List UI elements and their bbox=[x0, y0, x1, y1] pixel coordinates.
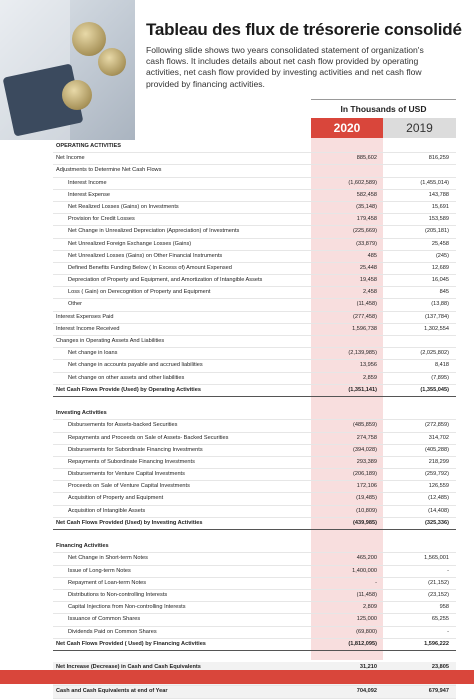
value-2020: (225,669) bbox=[353, 228, 377, 235]
table-row bbox=[53, 226, 456, 238]
value-2019: (12,485) bbox=[428, 495, 449, 502]
row-label: Investing Activities bbox=[56, 410, 107, 417]
value-2019: 15,691 bbox=[431, 203, 449, 210]
table-row bbox=[53, 214, 456, 226]
value-2019: 679,947 bbox=[428, 688, 449, 695]
value-2020: 179,458 bbox=[356, 216, 377, 223]
table-row bbox=[53, 263, 456, 275]
row-label: Net Realized Losses (Gains) on Investments bbox=[68, 203, 179, 210]
table-row bbox=[53, 165, 456, 177]
value-2020: - bbox=[375, 579, 377, 586]
page-title: Tableau des flux de trésorerie consolidé bbox=[146, 20, 462, 39]
value-2020: 125,000 bbox=[356, 616, 377, 623]
row-label: Interest Expenses Paid bbox=[56, 313, 114, 320]
row-label: Net Income bbox=[56, 155, 85, 162]
value-2019: 23,805 bbox=[431, 664, 449, 671]
row-label: Loss ( Gain) on Derecognition of Property and Equipment bbox=[68, 289, 211, 296]
value-2019: 65,255 bbox=[431, 616, 449, 623]
value-2020: (277,458) bbox=[353, 313, 377, 320]
table-row bbox=[53, 312, 456, 324]
value-2019: (14,408) bbox=[428, 507, 449, 514]
value-2019: 8,418 bbox=[435, 362, 449, 369]
table-row bbox=[53, 324, 456, 336]
value-2019: 126,559 bbox=[428, 483, 449, 490]
value-2019: - bbox=[447, 567, 449, 574]
value-2020: 19,458 bbox=[359, 277, 377, 284]
coin-stack-image bbox=[98, 48, 126, 76]
table-row bbox=[53, 469, 456, 481]
value-2019: 1,565,001 bbox=[424, 555, 449, 562]
value-2020: (206,189) bbox=[353, 471, 377, 478]
row-label: Net change in loans bbox=[68, 350, 118, 357]
row-label: Repayments and Proceeds on Sale of Assets- Backed Securities bbox=[68, 434, 229, 441]
row-label: Proceeds on Sale of Venture Capital Investments bbox=[68, 483, 190, 490]
row-label: Net Change in Short-term Notes bbox=[68, 555, 148, 562]
value-2020: 293,389 bbox=[356, 458, 377, 465]
value-2020: 2,809 bbox=[363, 604, 377, 611]
table-row bbox=[53, 518, 456, 530]
value-2020: 704,092 bbox=[356, 688, 377, 695]
table-row bbox=[53, 190, 456, 202]
value-2020: (1,602,589) bbox=[348, 179, 377, 186]
footer-bar bbox=[0, 670, 474, 684]
row-label: Repayments of Subordinate Financing Investments bbox=[68, 458, 195, 465]
coin-stack-image bbox=[62, 80, 92, 110]
table-row bbox=[53, 445, 456, 457]
value-2020: 172,106 bbox=[356, 483, 377, 490]
value-2019: (7,895) bbox=[431, 374, 449, 381]
value-2019: (245) bbox=[435, 252, 449, 259]
table-row bbox=[53, 590, 456, 602]
row-label: Capital Injections from Non-controlling Interests bbox=[68, 604, 186, 611]
cash-flow-table bbox=[53, 141, 456, 699]
value-2020: 2,458 bbox=[363, 289, 377, 296]
coin-stack-image bbox=[72, 22, 106, 56]
value-2019: (13,88) bbox=[431, 301, 449, 308]
table-row bbox=[53, 141, 456, 153]
table-row bbox=[53, 627, 456, 639]
value-2020: 582,458 bbox=[356, 191, 377, 198]
row-label: Net change in accounts payable and accrued liabilities bbox=[68, 362, 203, 369]
page-description: Following slide shows two years consolidated statement of organization's cash flows. It includes details about net cash flow provided by operating activities, net cash flow provided by investing activities and net cash flow provided by financing activities. bbox=[146, 45, 424, 89]
table-row bbox=[53, 239, 456, 251]
value-2020: (11,458) bbox=[356, 591, 377, 598]
row-label: Acquisition of Property and Equipment bbox=[68, 495, 164, 502]
table-row bbox=[53, 336, 456, 348]
row-label: Provision for Credit Losses bbox=[68, 216, 135, 223]
value-2020: (1,812,095) bbox=[348, 640, 377, 647]
row-label: Interest Expense bbox=[68, 191, 110, 198]
unit-header: In Thousands of USD bbox=[311, 99, 456, 119]
value-2019: 25,458 bbox=[431, 240, 449, 247]
table-row bbox=[53, 457, 456, 469]
row-label: Disbursements for Subordinate Financing Investments bbox=[68, 446, 203, 453]
row-label: Net Cash Flows Provide (Used) by Operating Activities bbox=[56, 386, 201, 393]
value-2019: 16,045 bbox=[431, 277, 449, 284]
value-2019: (205,181) bbox=[425, 228, 449, 235]
table-row bbox=[53, 651, 456, 662]
value-2019: (23,152) bbox=[428, 591, 449, 598]
table-row bbox=[53, 360, 456, 372]
value-2020: (439,985) bbox=[353, 519, 377, 526]
row-label: Repayment of Loan-term Notes bbox=[68, 579, 147, 586]
value-2019: (21,152) bbox=[428, 579, 449, 586]
table-row bbox=[53, 433, 456, 445]
value-2020: (2,139,985) bbox=[348, 350, 377, 357]
table-row bbox=[53, 578, 456, 590]
value-2019: 1,596,222 bbox=[424, 640, 449, 647]
value-2020: 1,596,738 bbox=[352, 325, 377, 332]
row-label: Net Cash Flows Provided ( Used) by Financing Activities bbox=[56, 640, 206, 647]
row-label: Depreciation of Property and Equipment, and Amortization of Intangible Assets bbox=[68, 277, 263, 284]
row-label: Dividends Paid on Common Shares bbox=[68, 628, 157, 635]
row-label: Distributions to Non-controlling Interests bbox=[68, 591, 168, 598]
row-label: Cash and Cash Equivalents at end of Year bbox=[56, 688, 168, 695]
table-row bbox=[53, 420, 456, 432]
row-label: Disbursements for Assets-backed Securities bbox=[68, 422, 178, 429]
table-row bbox=[53, 153, 456, 165]
table-row bbox=[53, 275, 456, 287]
row-label: Net change on other assets and other liabilities bbox=[68, 374, 185, 381]
row-label: Issue of Long-term Notes bbox=[68, 567, 131, 574]
value-2019: - bbox=[447, 628, 449, 635]
table-row bbox=[53, 602, 456, 614]
value-2020: (394,028) bbox=[353, 446, 377, 453]
row-label: Interest Income bbox=[68, 179, 107, 186]
table-row bbox=[53, 251, 456, 263]
table-row bbox=[53, 373, 456, 385]
value-2020: (33,879) bbox=[356, 240, 377, 247]
value-2020: (19,485) bbox=[356, 495, 377, 502]
value-2019: 816,259 bbox=[428, 155, 449, 162]
row-label: Adjustments to Determine Net Cash Flows bbox=[56, 167, 162, 174]
value-2020: 885,602 bbox=[356, 155, 377, 162]
table-row bbox=[53, 639, 456, 651]
value-2020: 485 bbox=[367, 252, 377, 259]
table-row bbox=[53, 385, 456, 397]
value-2020: (11,458) bbox=[356, 301, 377, 308]
table-row bbox=[53, 541, 456, 553]
value-2019: 143,788 bbox=[428, 191, 449, 198]
value-2020: (69,800) bbox=[356, 628, 377, 635]
value-2019: (325,336) bbox=[425, 519, 449, 526]
value-2020: 31,210 bbox=[359, 664, 377, 671]
value-2019: (259,792) bbox=[425, 471, 449, 478]
table-row bbox=[53, 686, 456, 698]
value-2019: 314,702 bbox=[428, 434, 449, 441]
table-row bbox=[53, 481, 456, 493]
row-label: Defined Benefits Funding Below ( In Excess of) Amount Expensed bbox=[68, 264, 232, 271]
value-2019: 153,589 bbox=[428, 216, 449, 223]
table-row bbox=[53, 287, 456, 299]
value-2019: (272,859) bbox=[425, 422, 449, 429]
table-row bbox=[53, 493, 456, 505]
row-label: OPERATING ACTIVITIES bbox=[56, 143, 121, 149]
row-label: Net Increase (Decrease) in Cash and Cash Equivalents bbox=[56, 664, 201, 671]
value-2020: 2,859 bbox=[363, 374, 377, 381]
row-label: Disbursements for Venture Capital Investments bbox=[68, 471, 185, 478]
value-2019: (137,784) bbox=[425, 313, 449, 320]
value-2019: 845 bbox=[439, 289, 449, 296]
value-2019: (1,355,045) bbox=[420, 386, 449, 393]
row-label: Net Change in Unrealized Depreciation (Appreciation) of Investments bbox=[68, 228, 240, 235]
table-row bbox=[53, 408, 456, 420]
value-2020: 274,758 bbox=[356, 434, 377, 441]
table-row bbox=[53, 299, 456, 311]
value-2020: (10,809) bbox=[356, 507, 377, 514]
value-2019: (1,455,014) bbox=[420, 179, 449, 186]
value-2020: (35,148) bbox=[356, 203, 377, 210]
value-2019: 1,302,554 bbox=[424, 325, 449, 332]
table-row bbox=[53, 178, 456, 190]
year-2019-header: 2019 bbox=[383, 118, 456, 138]
row-label: Changes in Operating Assets And Liabilities bbox=[56, 338, 165, 344]
table-row bbox=[53, 553, 456, 565]
row-label: Acquisition of Intangible Assets bbox=[68, 507, 146, 514]
header-photo bbox=[0, 0, 135, 140]
table-row bbox=[53, 530, 456, 541]
value-2020: 13,956 bbox=[359, 362, 377, 369]
row-label: Financing Activities bbox=[56, 543, 109, 550]
table-row bbox=[53, 202, 456, 214]
value-2019: 12,689 bbox=[431, 264, 449, 271]
value-2020: (485,859) bbox=[353, 422, 377, 429]
table-row bbox=[53, 348, 456, 360]
value-2019: 218,299 bbox=[428, 458, 449, 465]
value-2020: (1,351,141) bbox=[348, 386, 377, 393]
row-label: Net Cash Flows Provided (Used) by Investing Activities bbox=[56, 519, 203, 526]
table-row bbox=[53, 506, 456, 518]
year-2020-header: 2020 bbox=[311, 118, 383, 138]
value-2019: (405,288) bbox=[425, 446, 449, 453]
row-label: Interest Income Received bbox=[56, 325, 120, 332]
value-2020: 465,200 bbox=[356, 555, 377, 562]
value-2019: (2,025,802) bbox=[420, 350, 449, 357]
value-2020: 25,448 bbox=[359, 264, 377, 271]
table-row bbox=[53, 614, 456, 626]
table-row bbox=[53, 397, 456, 408]
value-2019: 958 bbox=[439, 604, 449, 611]
table-row bbox=[53, 566, 456, 578]
row-label: Other bbox=[68, 301, 82, 308]
row-label: Net Unrealized Losses (Gains) on Other Financial Instruments bbox=[68, 252, 223, 259]
row-label: Net Unrealized Foreign Exchange Losses (Gains) bbox=[68, 240, 192, 247]
row-label: Issuance of Common Shares bbox=[68, 616, 141, 623]
value-2020: 1,400,000 bbox=[352, 567, 377, 574]
